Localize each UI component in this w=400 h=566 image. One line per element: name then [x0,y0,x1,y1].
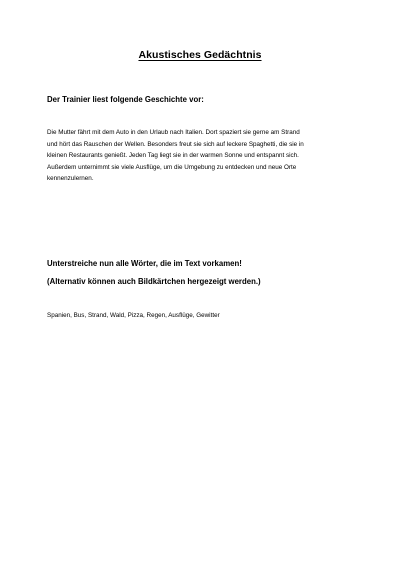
word-list: Spanien, Bus, Strand, Wald, Pizza, Regen, Ausflüge, Gewitter [47,312,220,319]
instruction-heading: Unterstreiche nun alle Wörter, die im Text vorkamen! [47,259,242,268]
story-line: Die Mutter fährt mit dem Auto in den Urlaub nach Italien. Dort spaziert sie gerne am Strand [47,129,300,136]
story-line: und hört das Rauschen der Wellen. Besonders freut sie sich auf leckere Spaghetti, die sie in [47,140,304,148]
trainer-heading: Der Trainier liest folgende Geschichte vor: [47,95,204,104]
story-line: kennenzulernen. [47,175,94,183]
document-title: Akustisches Gedächtnis [138,49,262,61]
story-paragraph [47,127,367,185]
story-line: kleinen Restaurants genießt. Jeden Tag liegt sie in der warmen Sonne und entspannt sich. [47,152,299,160]
alternative-note: (Alternativ können auch Bildkärtchen hergezeigt werden.) [47,277,261,286]
story-line: Außerdem unternimmt sie viele Ausflüge, um die Umgebung zu entdecken und neue Orte [47,163,297,171]
